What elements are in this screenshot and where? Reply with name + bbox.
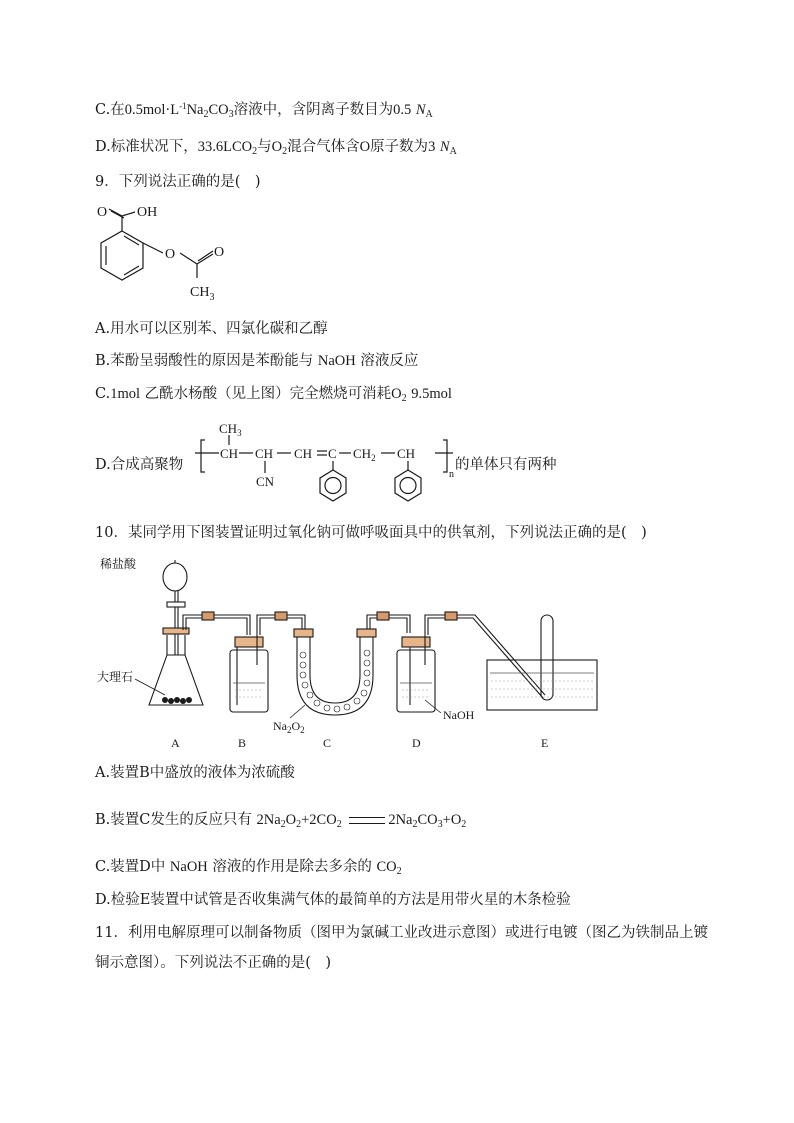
text: CO <box>417 812 438 828</box>
text: N <box>415 102 426 118</box>
q9-option-b <box>95 351 418 371</box>
stopper-a <box>163 628 189 634</box>
text: 3 <box>428 139 436 155</box>
polymer-ch-2: CH <box>255 446 274 461</box>
q9-option-d-suffix: 的单体只有两种 <box>455 457 557 473</box>
label-na2o2: $Na_2O_2$ <box>273 719 305 735</box>
text: 乙酰水杨酸（见上图）完全燃烧可消耗 <box>144 386 392 402</box>
polymer-ch3: $CH_3$ <box>219 421 242 438</box>
q10-option-b <box>95 810 466 830</box>
methyl-label: $CH_3$ <box>190 285 215 303</box>
label-e: E <box>541 736 549 750</box>
text: A <box>425 109 433 120</box>
text: 2 <box>280 819 286 830</box>
text: O <box>271 139 283 155</box>
text: 3 <box>437 819 443 830</box>
label-marble: 大理石 <box>97 670 134 684</box>
text: B.装置C发生的反应只有 <box>95 812 252 828</box>
stopper-d <box>402 637 430 647</box>
bottle-b <box>230 650 268 712</box>
stopcock <box>167 602 185 607</box>
q10-option-a: A.装置B中盛放的液体为浓硫酸 <box>95 765 295 781</box>
polymer-structure <box>195 420 475 505</box>
stopper-b <box>235 637 263 647</box>
text: 3 <box>228 109 234 120</box>
polymer-n: n <box>449 469 454 480</box>
ester-o: O <box>165 247 176 262</box>
text: 2 <box>412 819 418 830</box>
text: C.在 <box>95 102 125 118</box>
q10-option-c <box>95 857 402 877</box>
phenyl-ring-2 <box>395 470 421 501</box>
polymer-cn: CN <box>256 474 275 489</box>
text: B.苯酚呈弱酸性的原因是苯酚能与 <box>95 353 314 369</box>
text: C. <box>95 386 111 402</box>
text: +2CO <box>301 812 337 828</box>
q9-option-d-label: D.合成高聚物 <box>95 457 184 473</box>
text: 2 <box>203 109 209 120</box>
polymer-ch-3: CH <box>397 446 416 461</box>
test-tube-e <box>541 615 553 700</box>
text: 1mol <box>110 386 140 402</box>
q9-stem: 9．下列说法正确的是( ) <box>95 174 261 190</box>
text: 2 <box>401 393 407 404</box>
text: Na <box>186 102 204 118</box>
text: C.装置D中 <box>95 859 166 875</box>
text: CO <box>208 102 229 118</box>
text: 溶液中，含阴离子数目为 <box>233 102 394 118</box>
left-bracket <box>201 440 205 472</box>
text: A <box>449 146 457 157</box>
label-c: C <box>323 736 332 750</box>
text: 与 <box>257 139 272 155</box>
text: N <box>439 139 450 155</box>
text: 33.6LCO <box>197 139 253 155</box>
q11-stem: 11．利用电解原理可以制备物质（图甲为氯碱工业改进示意图）或进行电镀（图乙为铁制品上镀铜示意图）。下列说法不正确的是( ) <box>95 925 708 971</box>
text: 2 <box>461 819 467 830</box>
text: 0.5 <box>393 102 412 118</box>
carbonyl-o: O <box>97 205 108 220</box>
text: 原子数为 <box>370 139 429 155</box>
q9-option-a: A.用水可以区别苯、四氯化碳和乙醇 <box>95 321 328 337</box>
text: ·L <box>165 102 180 118</box>
text: 溶液反应 <box>360 353 419 369</box>
polymer-c-eq: C <box>328 446 337 461</box>
q9-option-c <box>95 384 452 404</box>
text: D.标准状况下， <box>95 139 198 155</box>
text: 2 <box>296 819 302 830</box>
text: 2 <box>282 146 288 157</box>
oh-label: OH <box>137 205 158 220</box>
connector <box>202 612 214 620</box>
equals-sign <box>349 817 385 824</box>
label-b: B <box>238 736 247 750</box>
label-d: D <box>412 736 421 750</box>
text: +O <box>442 812 462 828</box>
text: O <box>359 139 371 155</box>
q8-option-c <box>95 100 433 120</box>
text: 2Na <box>388 812 413 828</box>
text: CO <box>376 859 397 875</box>
text: O <box>391 386 402 402</box>
q8-option-d <box>95 137 457 157</box>
text: 0.5mol <box>124 102 166 118</box>
water-trough-e <box>487 660 597 710</box>
text: 溶液的作用是除去多余的 <box>212 859 372 875</box>
separatory-funnel <box>163 563 187 591</box>
text: NaOH <box>169 859 208 875</box>
polymer-ch-1: CH <box>220 446 239 461</box>
phenyl-ring-1 <box>320 470 346 501</box>
bottle-d <box>397 650 435 712</box>
text: 2 <box>252 146 258 157</box>
label-a: A <box>171 736 180 750</box>
text: 2 <box>396 866 402 877</box>
text: 9.5mol <box>411 386 452 402</box>
marble-pieces <box>162 697 192 704</box>
q10-stem: 10．某同学用下图装置证明过氧化钠可做呼吸面具中的供氧剂，下列说法正确的是( ) <box>95 525 647 541</box>
aspirin-structure <box>95 200 245 305</box>
text: 2 <box>336 819 342 830</box>
right-bracket <box>443 440 447 472</box>
carbonyl-o-2: O <box>214 245 225 260</box>
polymer-ch-eq: CH <box>294 446 313 461</box>
polymer-ch2: $CH_2$ <box>353 446 376 463</box>
text: 2Na <box>256 812 281 828</box>
text: NaOH <box>317 353 356 369</box>
benzene-ring <box>101 231 143 280</box>
q10-option-d: D.检验E装置中试管是否收集满气体的最简单的方法是用带火星的木条检验 <box>95 892 571 908</box>
label-dilute-hcl: 稀盐酸 <box>100 557 137 571</box>
text: 混合气体含 <box>287 139 360 155</box>
text: O <box>285 812 297 828</box>
apparatus-diagram <box>95 555 615 755</box>
label-naoh: NaOH <box>443 708 475 722</box>
text: -1 <box>179 101 187 111</box>
